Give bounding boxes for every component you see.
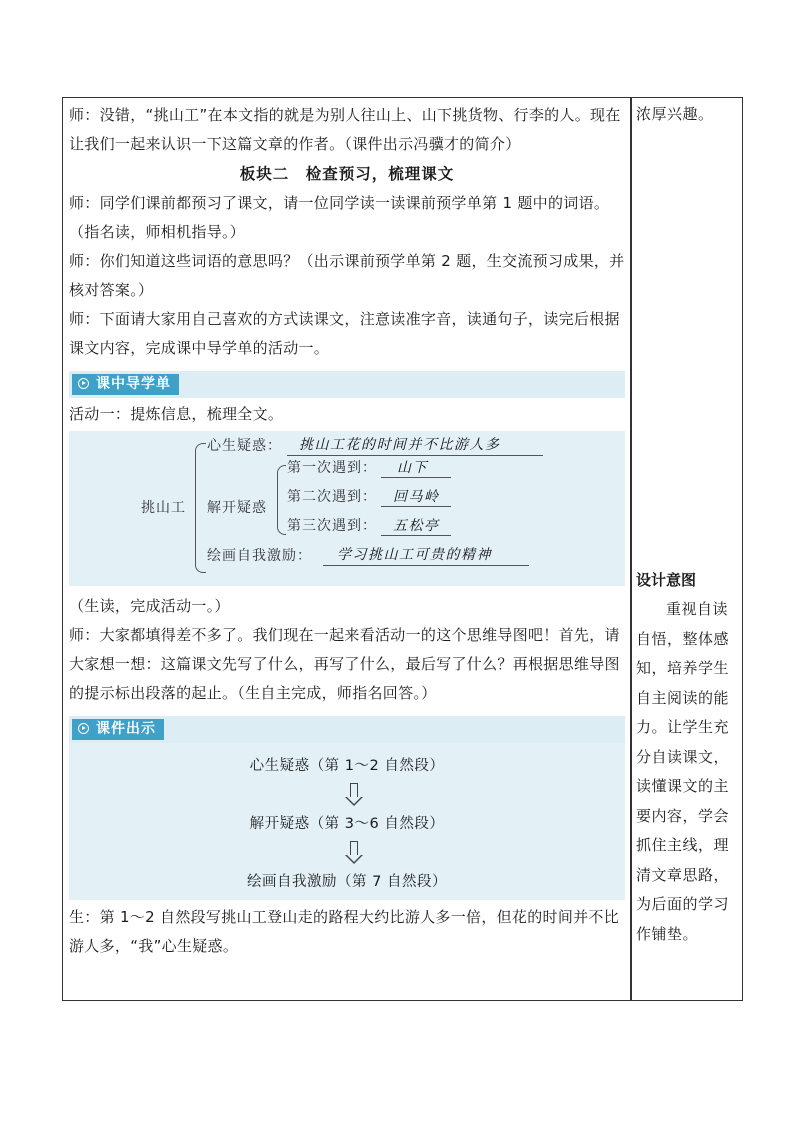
activity-title: 活动一：提炼信息，梳理全文。 (69, 405, 284, 423)
branch-doubt-label: 心生疑惑： (207, 438, 282, 454)
branch-motivate-answer: 学习挑山工可贵的精神 (337, 547, 492, 563)
paragraph-mind-map-review: 师：大家都填得差不多了。我们现在一起来看活动一的这个思维导图吧！首先，请大家想一想：这篇课文先写了什么，再写了什么，最后写了什么？再根据思维导图的提示标出段落的起止。（生自主完成，师指名回答。） (69, 626, 620, 702)
guide-sheet-label: 课中导学单 (96, 376, 171, 392)
root-bracket (195, 443, 206, 573)
answer-underline (323, 565, 529, 566)
answer-underline (381, 506, 451, 507)
paragraph-student-read: （生读，完成活动一。） (69, 597, 230, 615)
paragraph-intro: 师：没错，“挑山工”在本文指的就是为别人往山上、山下挑货物、行李的人。现在让我们一起来认识一下这篇文章的作者。（课件出示冯骥才的简介） (69, 106, 621, 153)
branch-motivate-label: 绘画自我激励： (207, 548, 312, 564)
answer-underline (287, 455, 543, 456)
sub-second-answer: 回马岭 (393, 489, 440, 505)
paragraph-preview: 师：同学们课前都预习了课文，请一位同学读一读课前预学单第 1 题中的词语。（指名读，师相机指导。） (69, 194, 610, 241)
mind-map-root: 挑山工 (141, 500, 186, 516)
side-top-text: 浓厚兴趣。 (636, 105, 714, 123)
flow-step-2: 解开疑惑（第 3～6 自然段） (249, 816, 445, 832)
down-arrow-icon (69, 781, 625, 809)
answer-underline (381, 477, 451, 478)
play-circle-icon (78, 378, 89, 389)
sub-first-answer: 山下 (397, 460, 428, 476)
column-divider (630, 98, 632, 1000)
answer-underline (381, 535, 451, 536)
sub-first-label: 第一次遇到： (287, 460, 377, 476)
mind-map-box (69, 431, 625, 586)
guide-sheet-band (69, 371, 625, 398)
down-arrow-icon (69, 839, 625, 867)
paragraph-word-meaning: 师：你们知道这些词语的意思吗？（出示课前预学单第 2 题，生交流预习成果，并核对答案。） (69, 252, 625, 299)
courseware-tag (72, 719, 164, 740)
sub-bracket (277, 465, 286, 535)
mind-map (141, 435, 561, 581)
design-intent-title: 设计意图 (636, 570, 697, 589)
paragraph-student-answer: 生：第 1～2 自然段写挑山工登山走的路程大约比游人多一倍，但花的时间并不比游人多，“我”心生疑惑。 (69, 908, 620, 955)
branch-doubt-answer: 挑山工花的时间并不比游人多 (299, 437, 501, 453)
courseware-label: 课件出示 (96, 721, 156, 737)
sub-third-answer: 五松亭 (393, 518, 440, 534)
flow-step-1: 心生疑惑（第 1～2 自然段） (249, 758, 445, 774)
sub-third-label: 第三次遇到： (287, 518, 377, 534)
flow-step-3: 绘画自我激励（第 7 自然段） (247, 874, 447, 890)
side-column (636, 98, 740, 949)
main-column (69, 98, 625, 961)
lesson-plan-table (62, 97, 743, 1001)
structure-flow (69, 743, 625, 900)
branch-resolve-label: 解开疑惑 (207, 500, 267, 516)
play-circle-icon (78, 723, 89, 734)
courseware-band (69, 716, 625, 743)
guide-sheet-tag (72, 374, 179, 395)
design-intent-text: 重视自读自悟，整体感知，培养学生自主阅读的能力。让学生充分自读课文，读懂课文的主要内容，学会抓住主线，理清文章思路，为后面的学习作铺垫。 (636, 600, 730, 943)
paragraph-reading-task: 师：下面请大家用自己喜欢的方式读课文，注意读准字音，读通句子，读完后根据课文内容，完成课中导学单的活动一。 (69, 310, 620, 357)
sub-second-label: 第二次遇到： (287, 489, 377, 505)
section-heading: 板块二 检查预习，梳理课文 (239, 165, 455, 183)
